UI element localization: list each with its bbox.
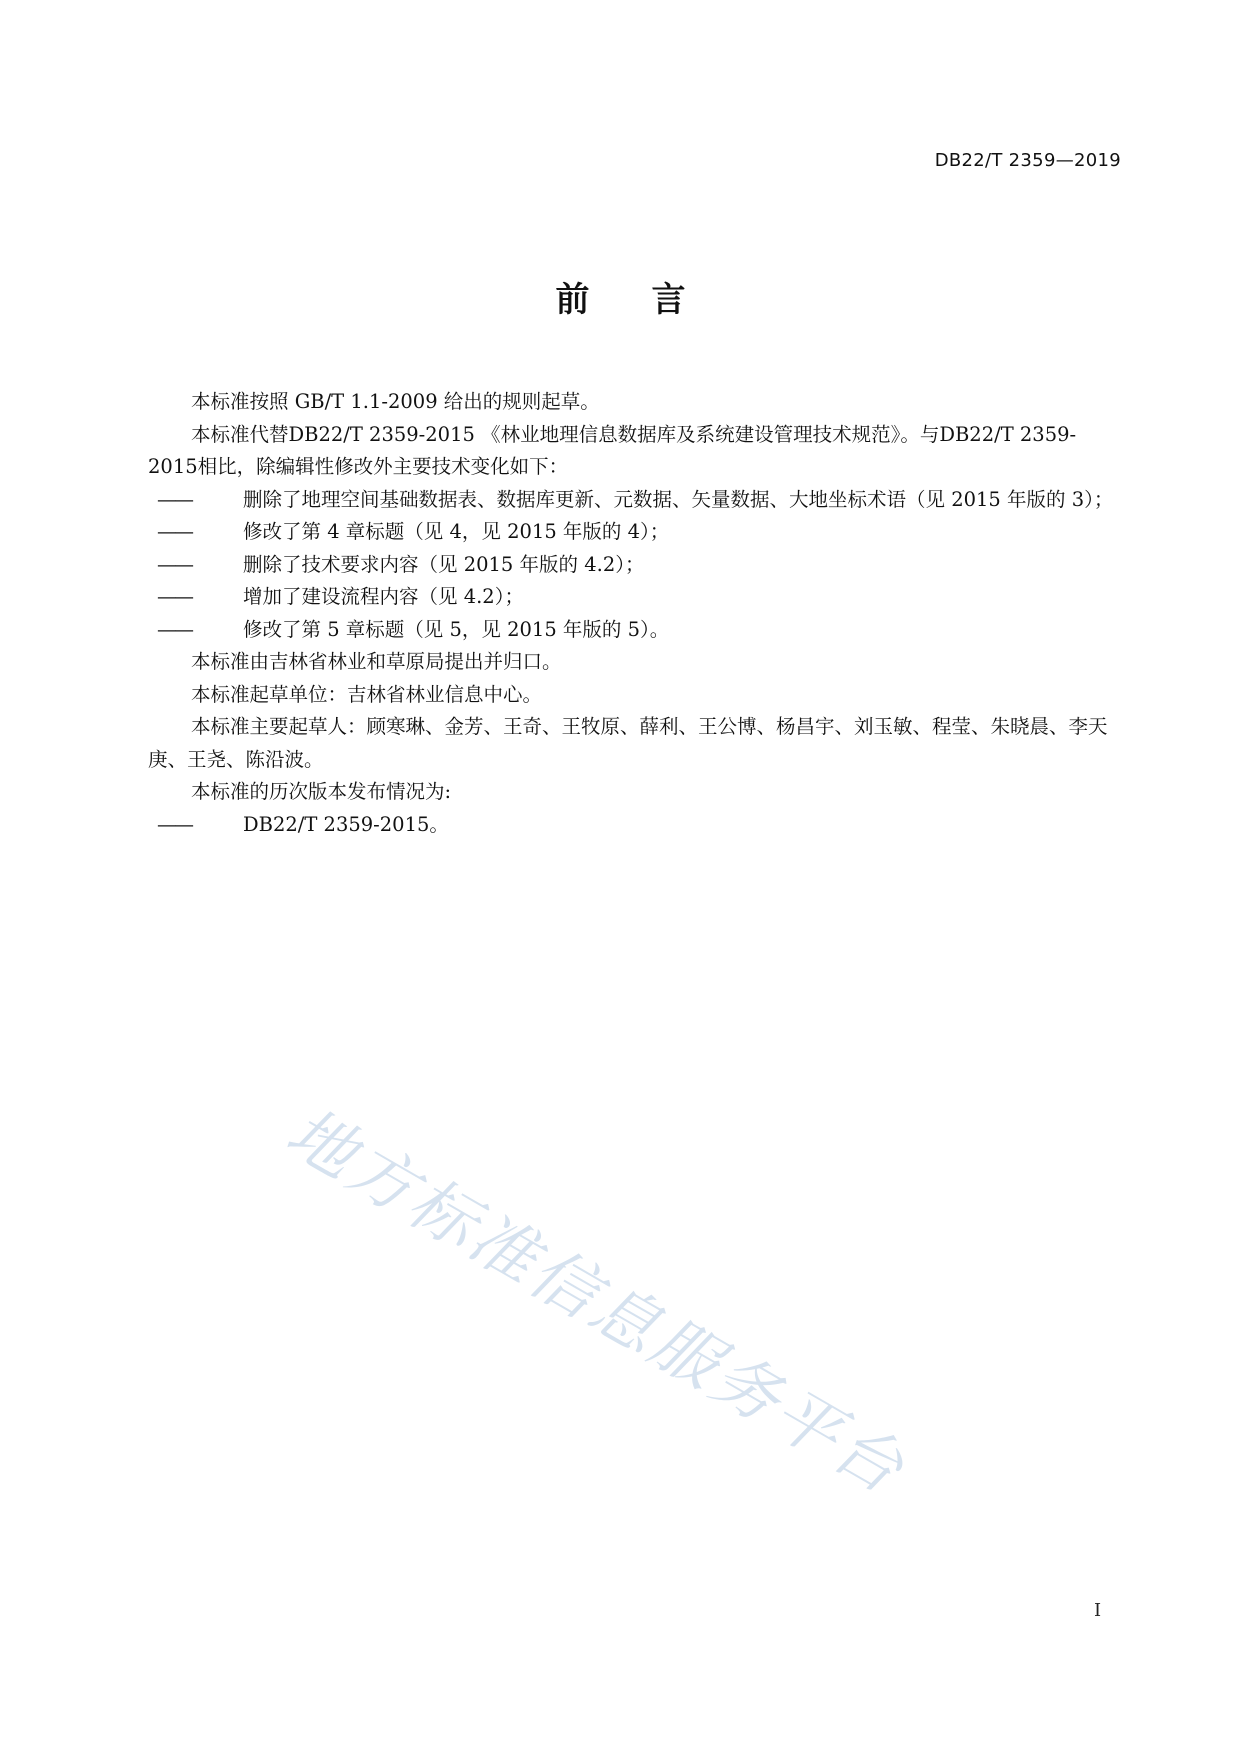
change-item — [148, 484, 1123, 517]
paragraph-history-intro: 本标准的历次版本发布情况为: — [191, 780, 452, 803]
dash-mark: —— — [157, 487, 192, 511]
dash-mark: —— — [157, 617, 192, 641]
watermark: 地方标准信息服务平台 — [274, 1092, 919, 1510]
paragraph-proposer: 本标准由吉林省林业和草原局提出并归口。 — [191, 650, 562, 673]
dash-mark: —— — [157, 552, 192, 576]
history-item — [148, 809, 1123, 842]
change-item — [148, 549, 1123, 582]
page-title — [0, 272, 1241, 321]
change-item-text: 删除了技术要求内容（见 2015 年版的 4.2）； — [243, 552, 645, 576]
history-item-text: DB22/T 2359-2015。 — [243, 812, 449, 836]
page-number: I — [1094, 1600, 1102, 1621]
change-item-text: 删除了地理空间基础数据表、数据库更新、元数据、矢量数据、大地坐标术语（见 2015 年版的 3）； — [243, 487, 1114, 511]
dash-mark: —— — [157, 585, 192, 608]
foreword-body — [148, 386, 1123, 841]
change-item — [148, 516, 1123, 549]
dash-mark: —— — [157, 812, 192, 836]
paragraph-drafting-unit: 本标准起草单位：吉林省林业信息中心。 — [191, 682, 543, 706]
change-item — [148, 614, 1123, 647]
paragraph-replaces: 本标准代替DB22/T 2359-2015 《林业地理信息数据库及系统建设管理技术规范》。与DB22/T 2359-2015相比，除编辑性修改外主要技术变化如下： — [148, 422, 1077, 478]
change-item-text: 增加了建设流程内容（见 4.2）； — [243, 585, 524, 608]
change-item — [148, 581, 1123, 614]
document-code: DB22/T 2359—2019 — [934, 150, 1121, 171]
title-char-2: 言 — [651, 280, 686, 320]
change-item-text: 修改了第 4 章标题（见 4，见 2015 年版的 4）； — [243, 520, 670, 543]
paragraph-drafters: 本标准主要起草人：顾寒琳、金芳、王奇、王牧原、薛利、王公博、杨昌宇、刘玉敏、程莹、朱晓晨、李天庚、王尧、陈沿波。 — [148, 715, 1108, 771]
paragraph-drafting-rules: 本标准按照 GB/T 1.1-2009 给出的规则起草。 — [191, 390, 600, 413]
change-item-text: 修改了第 5 章标题（见 5，见 2015 年版的 5）。 — [243, 617, 670, 641]
title-char-1: 前 — [555, 280, 590, 320]
dash-mark: —— — [157, 520, 192, 543]
